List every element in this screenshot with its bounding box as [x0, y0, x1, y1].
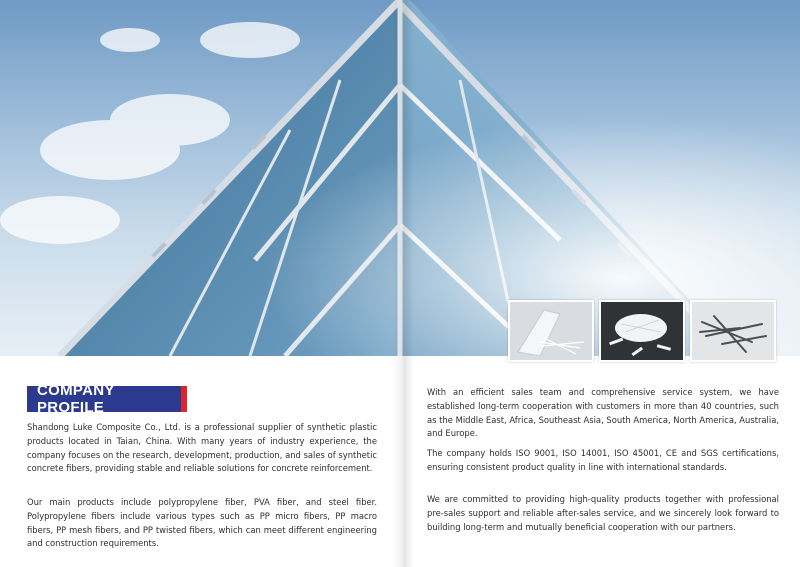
left-page — [0, 356, 400, 567]
heading-label: COMPANY PROFILE — [27, 386, 181, 412]
commitment-paragraph: We are committed to providing high-quality products together with professional pre-sales support and reliable after-sales service, and we sincerely look forward to building long-term and mutually beneficial cooperation with our partners. — [427, 494, 779, 532]
pp-twisted-fiber-image — [690, 300, 776, 362]
right-page — [400, 356, 800, 567]
pp-micro-fiber-image — [508, 300, 594, 362]
section-heading — [27, 382, 187, 416]
heading-accent-bar — [181, 386, 187, 412]
sales-paragraph: With an efficient sales team and comprehensive service system, we have established long-term cooperation with customers in more than 40 countries, such as the Middle East, Africa, Southeast Asia, South America, North America, Australia, and Europe. — [427, 387, 779, 439]
intro-paragraph: Shandong Luke Composite Co., Ltd. is a professional supplier of synthetic plastic products located in Taian, China. With many years of industry experience, the company focuses on the research, development, production, and sales of synthetic concrete fibers, providing stable and reliable solutions for concrete reinforcement. — [27, 422, 377, 474]
products-paragraph: Our main products include polypropylene fiber, PVA fiber, and steel fiber. Polypropylene fibers include various types such as PP micro fibers, PP macro fibers, PP mesh fibers, and PP twisted fibers, which can meet different engineering and construction requirements. — [27, 497, 377, 549]
certifications-paragraph: The company holds ISO 9001, ISO 14001, ISO 45001, CE and SGS certifications, ensuring consistent product quality in line with international standards. — [427, 448, 779, 472]
pp-mesh-fiber-image — [599, 300, 685, 362]
